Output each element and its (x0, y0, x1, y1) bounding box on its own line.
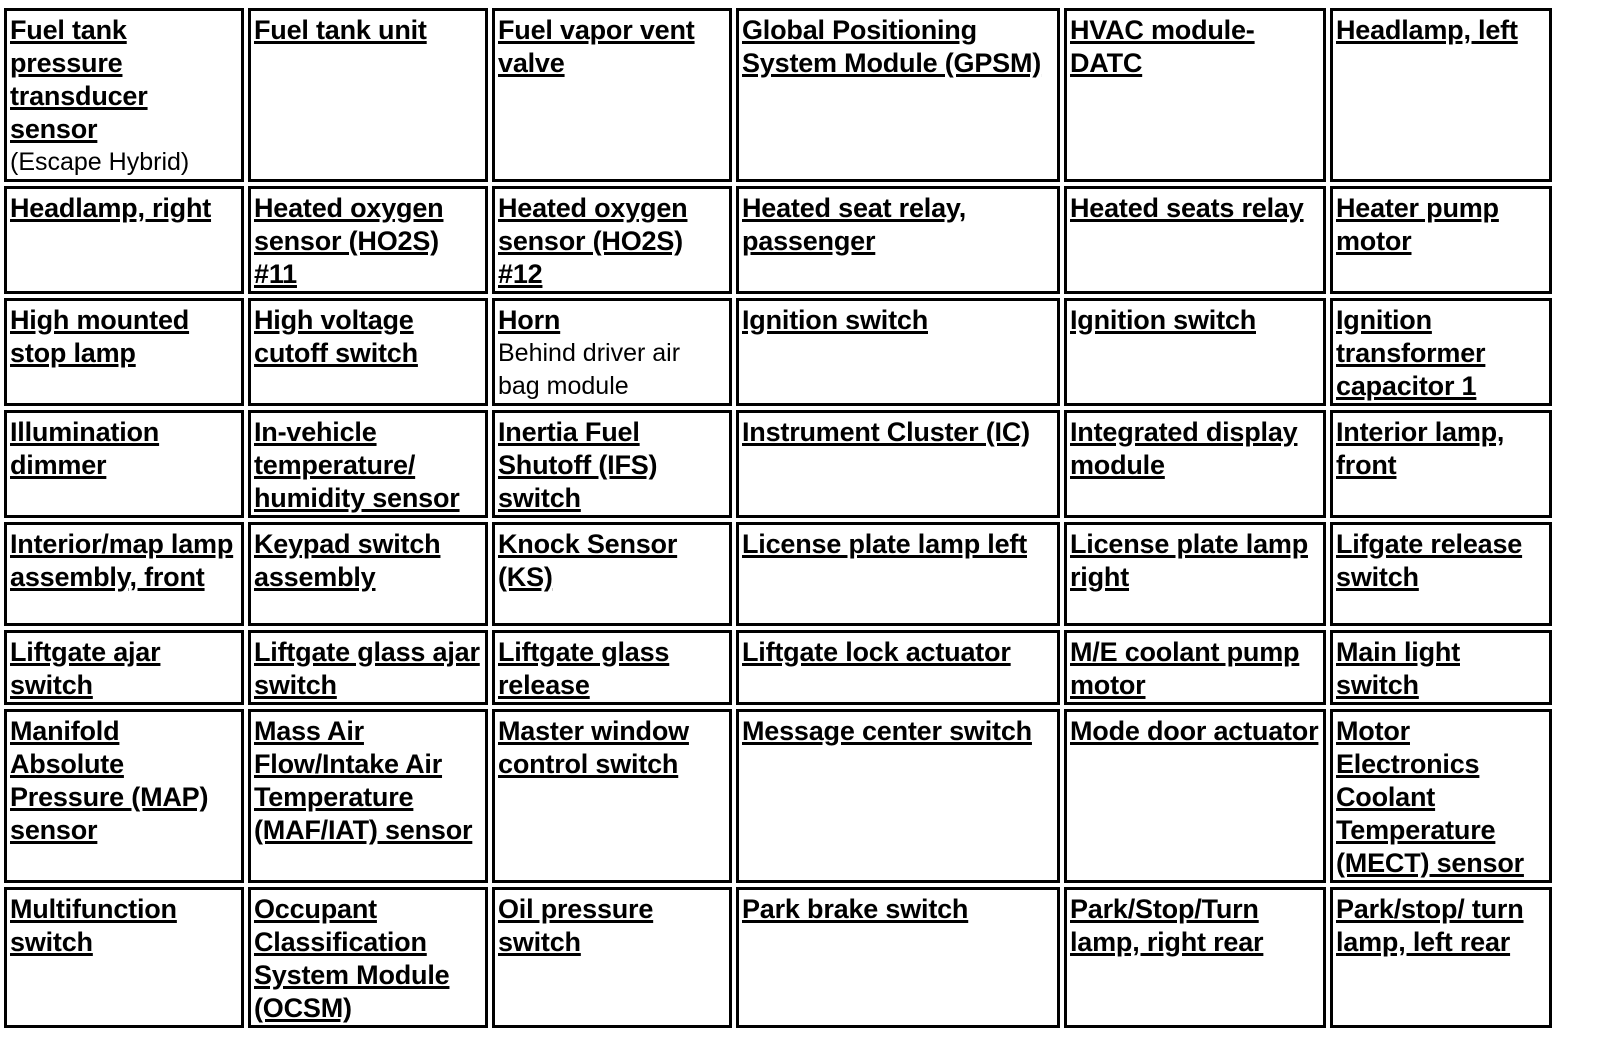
component-link[interactable]: Park/stop/ turn lamp, left rear (1336, 894, 1524, 957)
table-cell (248, 630, 488, 705)
table-cell (248, 522, 488, 626)
table-row (4, 8, 1552, 182)
component-link[interactable]: Multifunction switch (10, 894, 177, 957)
table-cell (736, 186, 1060, 294)
component-link[interactable]: Fuel vapor vent valve (498, 15, 695, 78)
component-link[interactable]: Lifgate release switch (1336, 529, 1523, 592)
table-cell (1064, 298, 1326, 406)
table-cell (248, 186, 488, 294)
table-row (4, 410, 1552, 518)
table-cell (492, 186, 732, 294)
component-link[interactable]: Liftgate ajar switch (10, 637, 161, 700)
table-cell (1330, 522, 1552, 626)
component-link[interactable]: Oil pressure switch (498, 894, 654, 957)
component-link[interactable]: Interior lamp, front (1336, 417, 1505, 480)
component-link[interactable]: Mode door actuator (1070, 716, 1319, 746)
component-link[interactable]: Heated seats relay (1070, 193, 1304, 223)
table-cell (492, 887, 732, 1028)
component-index-table (0, 4, 1556, 1032)
table-cell (4, 298, 244, 406)
component-link[interactable]: License plate lamp left (742, 529, 1027, 559)
component-link[interactable]: Fuel tank pressure transducer sensor (10, 15, 148, 144)
table-cell (492, 410, 732, 518)
component-link[interactable]: Motor Electronics Coolant Temperature (MECT) sensor (1336, 716, 1524, 878)
table-cell (248, 8, 488, 182)
table-row (4, 709, 1552, 883)
component-link[interactable]: In-vehicle temperature/ humidity sensor (254, 417, 460, 513)
component-link[interactable]: Master window control switch (498, 716, 689, 779)
component-location-note: Behind driver air bag module (498, 339, 681, 400)
table-row (4, 298, 1552, 406)
table-cell (736, 522, 1060, 626)
component-link[interactable]: Liftgate glass release (498, 637, 670, 700)
table-cell (1064, 8, 1326, 182)
table-cell (736, 887, 1060, 1028)
table-cell (492, 298, 732, 406)
table-cell (1064, 630, 1326, 705)
component-link[interactable]: Heater pump motor (1336, 193, 1499, 256)
component-link[interactable]: Mass Air Flow/Intake Air Temperature (MAF/IAT) sensor (254, 716, 473, 845)
component-link[interactable]: Interior/map lamp assembly, front (10, 529, 234, 592)
component-link[interactable]: Manifold Absolute Pressure (MAP) sensor (10, 716, 209, 845)
table-row (4, 186, 1552, 294)
table-cell (736, 298, 1060, 406)
component-index-body (4, 8, 1552, 1028)
table-cell (4, 8, 244, 182)
table-cell (492, 522, 732, 626)
component-link[interactable]: Integrated display module (1070, 417, 1298, 480)
table-cell (492, 630, 732, 705)
table-cell (1330, 8, 1552, 182)
table-cell (248, 887, 488, 1028)
component-link[interactable]: Liftgate glass ajar switch (254, 637, 480, 700)
table-cell (736, 8, 1060, 182)
table-cell (4, 410, 244, 518)
component-link[interactable]: Main light switch (1336, 637, 1460, 700)
table-row (4, 630, 1552, 705)
table-cell (4, 709, 244, 883)
component-link[interactable]: Inertia Fuel Shutoff (IFS) switch (498, 417, 658, 513)
table-cell (1064, 709, 1326, 883)
table-cell (1064, 410, 1326, 518)
component-link[interactable]: Heated oxygen sensor (HO2S) #12 (498, 193, 688, 289)
table-cell (248, 709, 488, 883)
component-link[interactable]: Heated seat relay, passenger (742, 193, 967, 256)
component-link[interactable]: Headlamp, right (10, 193, 212, 223)
component-link[interactable]: Instrument Cluster (IC) (742, 417, 1030, 447)
table-cell (248, 298, 488, 406)
component-link[interactable]: Park brake switch (742, 894, 969, 924)
table-cell (4, 630, 244, 705)
table-cell (1330, 186, 1552, 294)
table-cell (1330, 709, 1552, 883)
component-link[interactable]: Horn (498, 305, 561, 335)
table-cell (248, 410, 488, 518)
table-cell (1330, 887, 1552, 1028)
component-link[interactable]: Park/Stop/Turn lamp, right rear (1070, 894, 1264, 957)
table-row (4, 887, 1552, 1028)
component-link[interactable]: Ignition transformer capacitor 1 (1336, 305, 1486, 401)
table-cell (736, 709, 1060, 883)
component-location-note: (Escape Hybrid) (10, 148, 190, 176)
table-cell (1330, 410, 1552, 518)
component-link[interactable]: Liftgate lock actuator (742, 637, 1011, 667)
component-link[interactable]: Global Positioning System Module (GPSM) (742, 15, 1042, 78)
table-cell (1330, 298, 1552, 406)
component-link[interactable]: HVAC module-DATC (1070, 15, 1255, 78)
component-link[interactable]: Headlamp, left (1336, 15, 1518, 45)
table-cell (736, 630, 1060, 705)
component-link[interactable]: Knock Sensor (KS) (498, 529, 678, 592)
component-link[interactable]: Illumination dimmer (10, 417, 160, 480)
table-cell (1064, 887, 1326, 1028)
table-cell (1064, 186, 1326, 294)
component-link[interactable]: Keypad switch assembly (254, 529, 441, 592)
table-cell (736, 410, 1060, 518)
table-cell (1330, 630, 1552, 705)
component-link[interactable]: Ignition switch (1070, 305, 1256, 335)
component-link[interactable]: M/E coolant pump motor (1070, 637, 1300, 700)
table-cell (492, 709, 732, 883)
table-cell (1064, 522, 1326, 626)
component-link[interactable]: High voltage cutoff switch (254, 305, 418, 368)
component-link[interactable]: High mounted stop lamp (10, 305, 190, 368)
component-link[interactable]: Ignition switch (742, 305, 928, 335)
component-link[interactable]: Message center switch (742, 716, 1032, 746)
component-link[interactable]: Occupant Classification System Module (OCSM) (254, 894, 450, 1023)
component-link[interactable]: License plate lamp right (1070, 529, 1308, 592)
component-link[interactable]: Fuel tank unit (254, 15, 427, 45)
table-cell (4, 186, 244, 294)
table-row (4, 522, 1552, 626)
table-cell (492, 8, 732, 182)
table-cell (4, 887, 244, 1028)
component-link[interactable]: Heated oxygen sensor (HO2S) #11 (254, 193, 444, 289)
table-cell (4, 522, 244, 626)
